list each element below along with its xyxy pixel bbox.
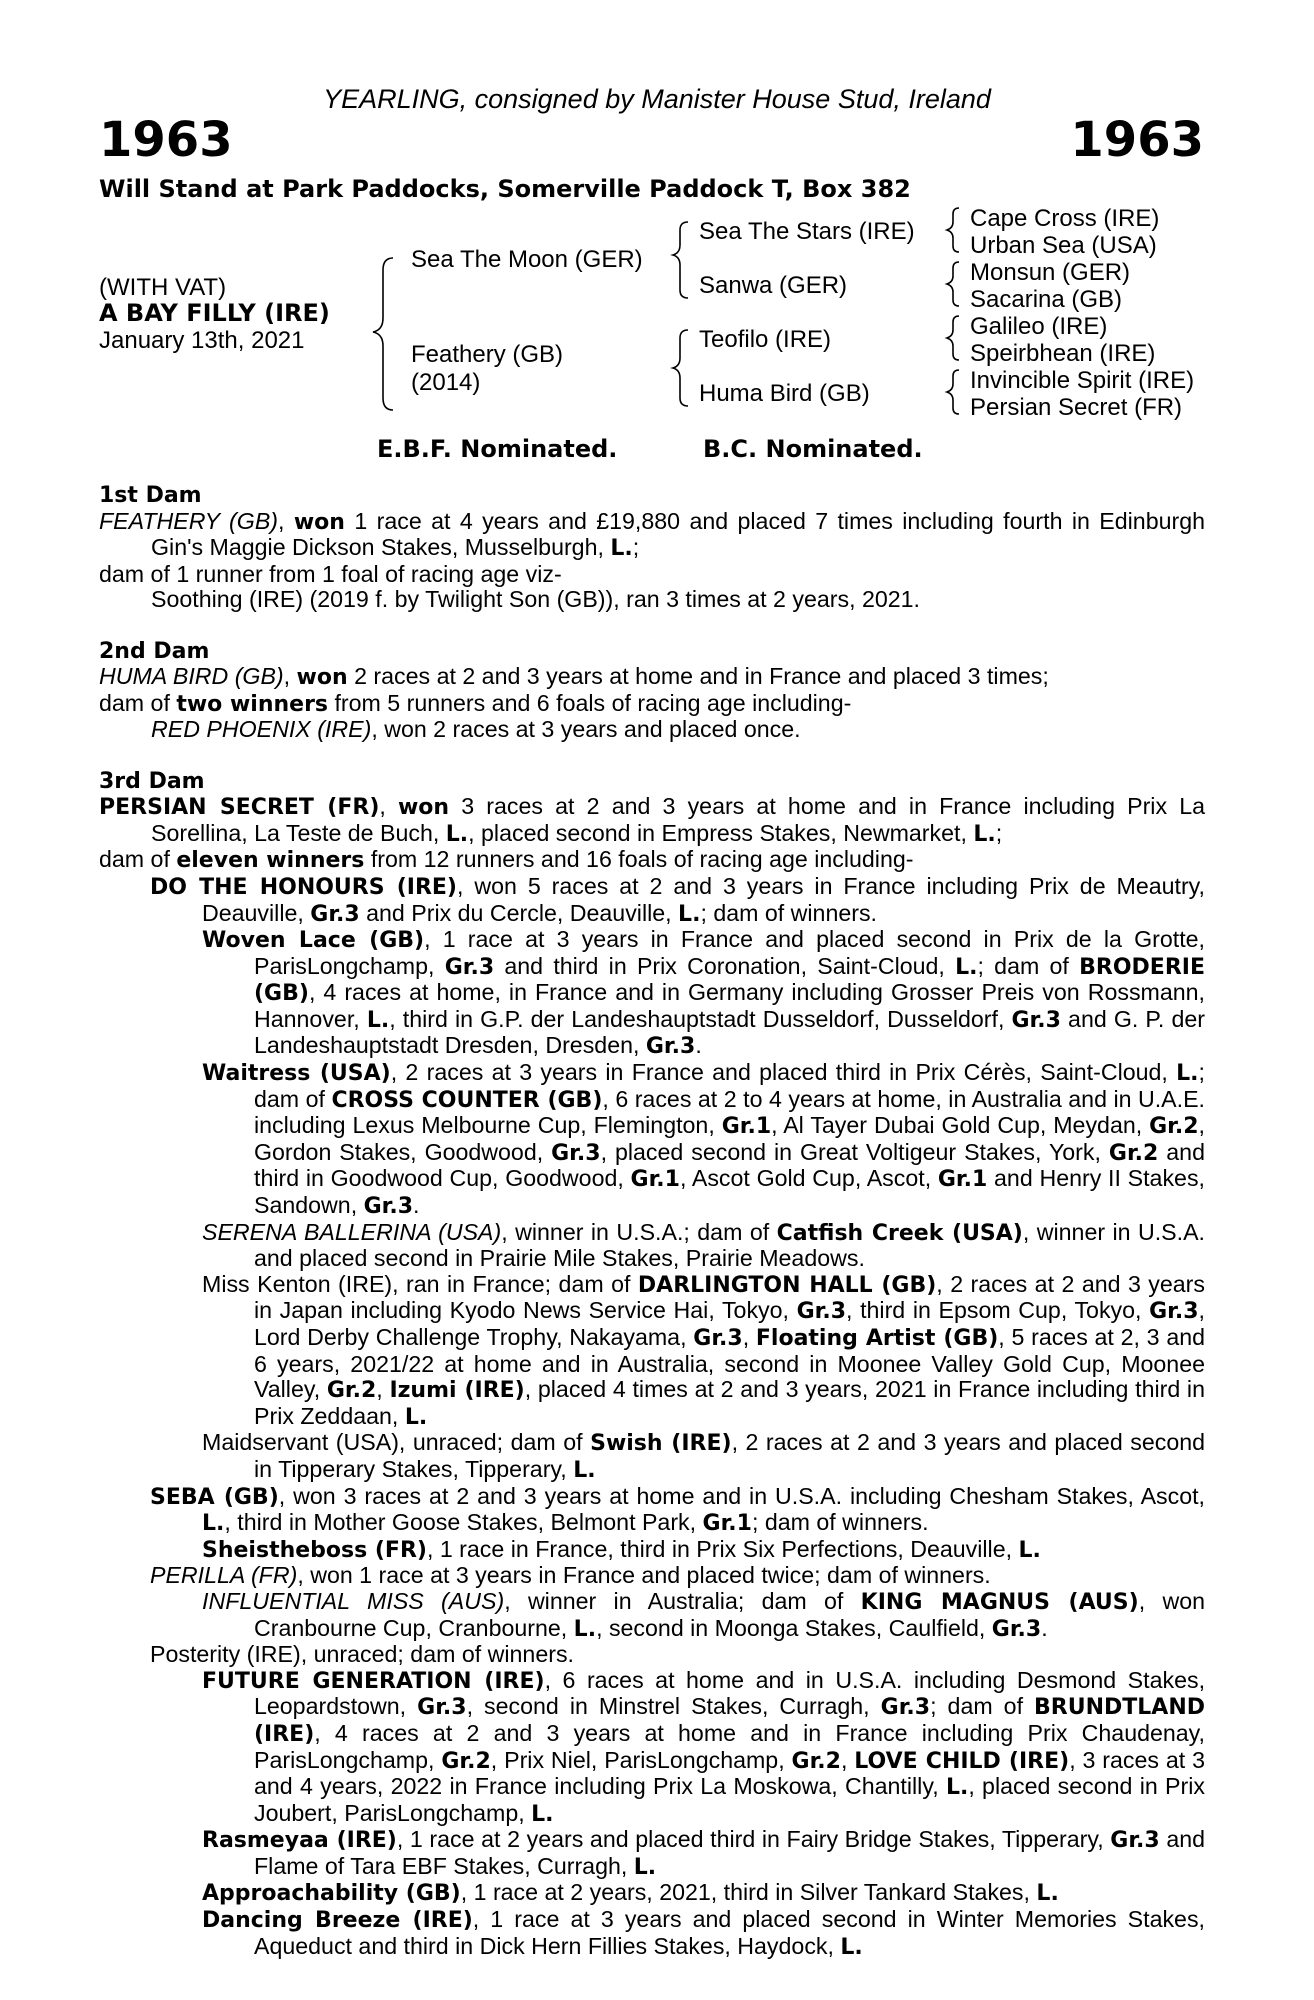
family-history (99, 483, 1205, 1986)
pedigree-paragraph: FEATHERY (GB), won 1 race at 4 years and £19,880 and placed 7 times including fourth in Edinburgh Gin's Maggie Dickson Stakes, Musselburgh, L.; (99, 507, 1205, 562)
pedigree-paragraph: dam of eleven winners from 12 runners and 16 foals of racing age including- (99, 846, 914, 874)
ebf-nomination: E.B.F. Nominated. (377, 435, 618, 463)
pedigree-paragraph: dam of two winners from 5 runners and 6 foals of racing age including- (99, 689, 852, 717)
pedigree-paragraph: SEBA (GB), won 3 races at 2 and 3 years at home and in U.S.A. including Chesham Stakes, Ascot, L., third in Mother Goose Stakes, Belmont Park, Gr.1; dam of winners. (150, 1482, 1205, 1537)
pedigree-g4: Sacarina (GB) (970, 286, 1123, 313)
pedigree-g3: Monsun (GER) (970, 259, 1131, 286)
section-heading: 2nd Dam (99, 638, 210, 664)
consignment-line: YEARLING, consigned by Manister House Stud, Ireland (323, 84, 991, 114)
dam-section (99, 639, 1205, 743)
pedigree-paragraph: Maidservant (USA), unraced; dam of Swish (IRE), 2 races at 2 and 3 years and placed second in Tipperary Stakes, Tipperary, L. (202, 1429, 1206, 1483)
section-heading: 1st Dam (99, 483, 202, 508)
pedigree-dam: Feathery (GB) (411, 341, 564, 368)
section-heading: 3rd Dam (99, 768, 205, 794)
pedigree-paragraph: DO THE HONOURS (IRE), won 5 races at 2 and 3 years in France including Prix de Meautry, Deauville, Gr.3 and Prix du Cercle, Deauville, L.; dam of winners. (150, 872, 1205, 927)
bc-nomination: B.C. Nominated. (703, 435, 923, 463)
pedigree-paragraph: Approachability (GB), 1 race at 2 years, 2021, third in Silver Tankard Stakes, L. (202, 1879, 1059, 1907)
pedigree-dam-sire: Teofilo (IRE) (699, 326, 832, 353)
pedigree-dam-dam: Huma Bird (GB) (699, 380, 870, 407)
stand-location: Will Stand at Park Paddocks, Somerville Paddock T, Box 382 (99, 175, 911, 203)
pedigree-paragraph: Sheistheboss (FR), 1 race in France, third in Prix Six Perfections, Deauville, L. (202, 1535, 1041, 1563)
pedigree-paragraph: PERILLA (FR), won 1 race at 3 years in France and placed twice; dam of winners. (150, 1562, 991, 1589)
pedigree-paragraph: Rasmeyaa (IRE), 1 race at 2 years and placed third in Fairy Bridge Stakes, Tipperary, Gr.3 and Flame of Tara EBF Stakes, Curragh, L. (202, 1826, 1206, 1880)
pedigree-sire-sire: Sea The Stars (IRE) (699, 218, 915, 245)
pedigree-paragraph: SERENA BALLERINA (USA), winner in U.S.A.; dam of Catfish Creek (USA), winner in U.S.A. and placed second in Prairie Mile Stakes, Prairie Meadows. (202, 1218, 1206, 1272)
horse-description: A BAY FILLY (IRE) (99, 299, 330, 327)
pedigree-sire-dam: Sanwa (GER) (699, 272, 848, 299)
pedigree-paragraph: RED PHOENIX (IRE), won 2 races at 3 years and placed once. (151, 716, 801, 743)
pedigree-g7: Invincible Spirit (IRE) (970, 367, 1195, 394)
pedigree-paragraph: Dancing Breeze (IRE), 1 race at 3 years and placed second in Winter Memories Stakes, Aqueduct and third in Dick Hern Fillies Stakes, Haydock, L. (202, 1906, 1205, 1960)
pedigree-paragraph: dam of 1 runner from 1 foal of racing age viz- (99, 560, 562, 587)
lot-number-right: 1963 (1070, 112, 1204, 168)
pedigree-paragraph: Soothing (IRE) (2019 f. by Twilight Son (GB)), ran 3 times at 2 years, 2021. (151, 586, 920, 613)
pedigree-paragraph: Miss Kenton (IRE), ran in France; dam of DARLINGTON HALL (GB), 2 races at 2 and 3 years in Japan including Kyodo News Service Hai, Tokyo, Gr.3, third in Epsom Cup, Tokyo, Gr.3, Lord Derby Challenge Trophy, Nakayama, Gr.3, Floating Artist (GB), 5 races at 2, 3 and 6 years, 2021/22 at home and in Australia, second in Moonee Valley Gold Cup, Moonee Valley, Gr.2, Izumi (IRE), placed 4 times at 2 and 3 years, 2021 in France including third in Prix Zeddaan, L. (202, 1270, 1206, 1430)
dam-section (99, 483, 1205, 613)
pedigree-g8: Persian Secret (FR) (970, 394, 1183, 421)
lot-number-left: 1963 (99, 112, 233, 168)
pedigree-dam-year: (2014) (411, 369, 481, 396)
dam-section (99, 769, 1205, 1961)
pedigree-paragraph: FUTURE GENERATION (IRE), 6 races at home and in U.S.A. including Desmond Stakes, Leopardstown, Gr.3, second in Minstrel Stakes, Curragh, Gr.3; dam of BRUNDTLAND (IRE), 4 races at 2 and 3 years at home and in France including Prix Chaudenay, ParisLongchamp, Gr.2, Prix Niel, ParisLongchamp, Gr.2, LOVE CHILD (IRE), 3 races at 3 and 4 years, 2022 in France including Prix La Moskowa, Chantilly, L., placed second in Prix Joubert, ParisLongchamp, L. (202, 1666, 1206, 1827)
pedigree-paragraph: INFLUENTIAL MISS (AUS), winner in Australia; dam of KING MAGNUS (AUS), won Cranbourne Cup, Cranbourne, L., second in Moonga Stakes, Caulfield, Gr.3. (202, 1587, 1205, 1642)
pedigree-paragraph: Posterity (IRE), unraced; dam of winners. (150, 1641, 574, 1668)
foaling-date: January 13th, 2021 (99, 327, 305, 354)
pedigree-sire: Sea The Moon (GER) (411, 246, 643, 273)
pedigree-paragraph: Waitress (USA), 2 races at 3 years in France and placed third in Prix Cérès, Saint-Cloud, L.; dam of CROSS COUNTER (GB), 6 races at 2 to 4 years at home, in Australia and in U.A.E. including Lexus Melbourne Cup, Flemington, Gr.1, Al Tayer Dubai Gold Cup, Meydan, Gr.2, Gordon Stakes, Goodwood, Gr.3, placed second in Great Voltigeur Stakes, York, Gr.2 and third in Goodwood Cup, Goodwood, Gr.1, Ascot Gold Cup, Ascot, Gr.1 and Henry II Stakes, Sandown, Gr.3. (202, 1059, 1205, 1220)
pedigree-g5: Galileo (IRE) (970, 313, 1108, 340)
pedigree-paragraph: Woven Lace (GB), 1 race at 3 years in France and placed second in Prix de la Grotte, ParisLongchamp, Gr.3 and third in Prix Coronation, Saint-Cloud, L.; dam of BRODERIE (GB), 4 races at home, in France and in Germany including Grosser Preis von Rossmann, Hannover, L., third in G.P. der Landeshauptstadt Dusseldorf, Dusseldorf, Gr.3 and G. P. der Landeshauptstadt Dresden, Dresden, Gr.3. (202, 926, 1205, 1060)
vat-note: (WITH VAT) (99, 274, 227, 301)
pedigree-g6: Speirbhean (IRE) (970, 340, 1156, 367)
pedigree-paragraph: HUMA BIRD (GB), won 2 races at 2 and 3 years at home and in France and placed 3 times; (99, 663, 1049, 691)
pedigree-g2: Urban Sea (USA) (970, 232, 1157, 259)
pedigree-g1: Cape Cross (IRE) (970, 205, 1160, 232)
pedigree-paragraph: PERSIAN SECRET (FR), won 3 races at 2 and 3 years at home and in France including Prix La Sorellina, La Teste de Buch, L., placed second in Empress Stakes, Newmarket, L.; (99, 793, 1205, 847)
